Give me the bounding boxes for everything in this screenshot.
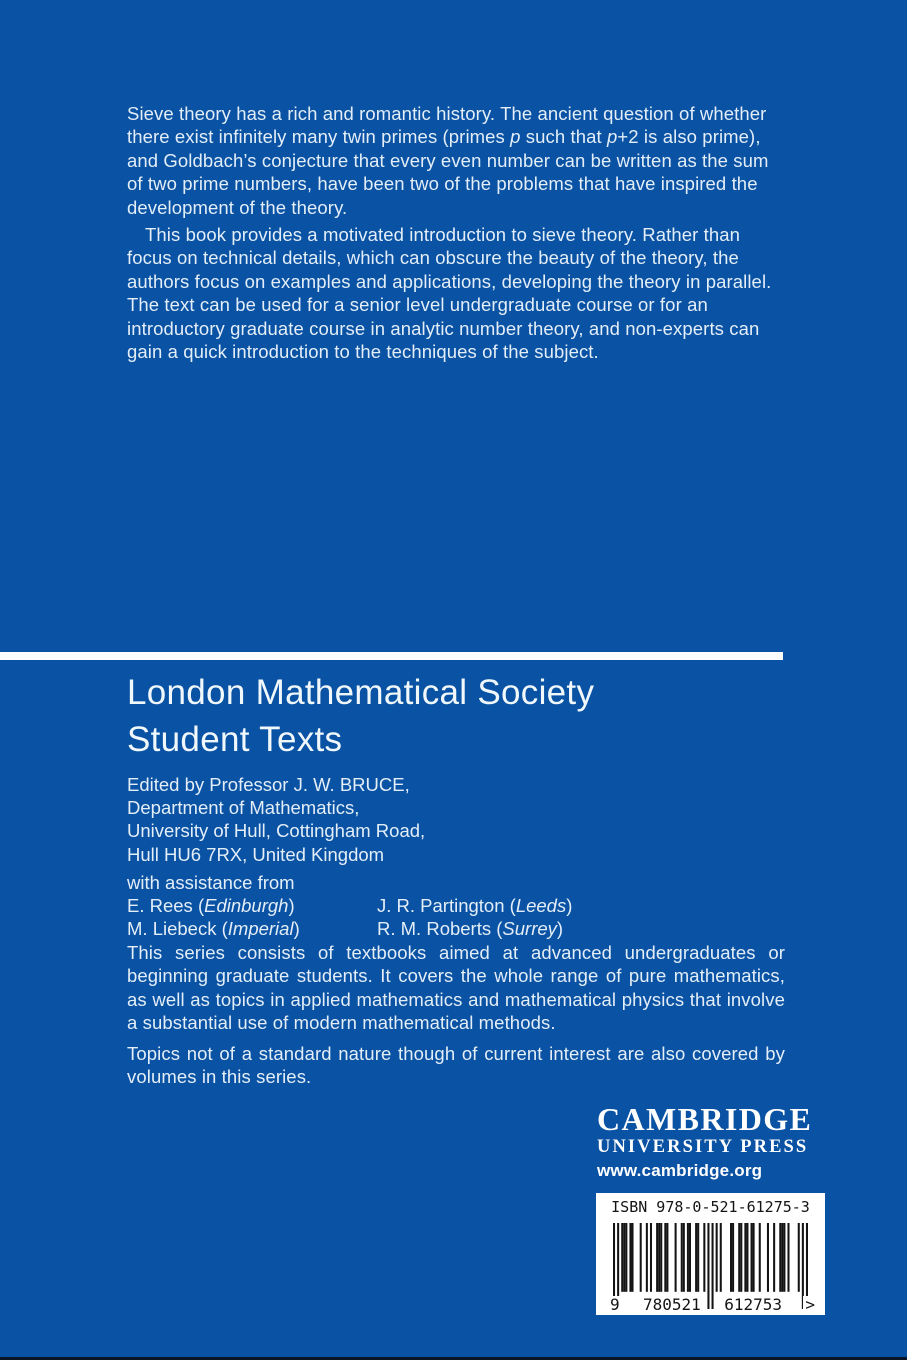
publisher-website: www.cambridge.org bbox=[597, 1161, 763, 1180]
barcode-arrow: > bbox=[805, 1295, 815, 1314]
series-description-section bbox=[127, 941, 785, 1088]
series-title-line-1: London Mathematical Society bbox=[127, 673, 595, 712]
assistant-name-rees: E. Rees (Edinburgh) bbox=[127, 895, 295, 916]
barcode-digit-group-2: 780521 bbox=[643, 1295, 701, 1314]
assistance-grid bbox=[127, 894, 727, 940]
editor-address-block bbox=[127, 773, 425, 866]
assistance-intro: with assistance from bbox=[127, 872, 295, 893]
editor-line-2: Department of Mathematics, bbox=[127, 797, 360, 819]
assistant-name-roberts: R. M. Roberts (Surrey) bbox=[377, 918, 564, 940]
series-description-paragraph-1: This series consists of textbooks aimed at advanced undergraduates or beginning graduate students. It covers the whole range of pure mathematics, as well as topics in applied mathematics and mathematical physics that involve a substantial use of modern mathematical methods. bbox=[127, 942, 785, 1034]
section-divider-rule bbox=[0, 652, 783, 660]
blurb-section bbox=[127, 102, 785, 363]
barcode-digit-group-3: 612753 bbox=[724, 1295, 782, 1314]
isbn-label: ISBN 978-0-521-61275-3 bbox=[611, 1198, 810, 1216]
barcode-panel bbox=[596, 1193, 825, 1315]
blurb-paragraph-2: This book provides a motivated introduction to sieve theory. Rather than focus on technical details, which can obscure the beauty of the theory, the authors focus on examples and applications, developing the theory in parallel. The text can be used for a senior level undergraduate course or for an introductory graduate course in analytic number theory, and non-experts can gain a quick introduction to the techniques of the subject. bbox=[127, 224, 772, 363]
editor-line-3: University of Hull, Cottingham Road, bbox=[127, 820, 426, 842]
publisher-name: CAMBRIDGE bbox=[597, 1101, 813, 1137]
assistant-name-liebeck: M. Liebeck (Imperial) bbox=[127, 918, 300, 940]
editor-line-1: Edited by Professor J. W. BRUCE, bbox=[127, 774, 410, 795]
publisher-subname: UNIVERSITY PRESS bbox=[597, 1137, 809, 1157]
series-title-line-2: Student Texts bbox=[127, 720, 343, 759]
barcode-digit-group-1: 9 bbox=[610, 1295, 620, 1314]
publisher-logo bbox=[597, 1103, 812, 1180]
series-description-paragraph-2: Topics not of a standard nature though of current interest are also covered by volumes in this series. bbox=[127, 1042, 785, 1088]
series-title bbox=[127, 669, 594, 763]
blurb-paragraph-1: Sieve theory has a rich and romantic history. The ancient question of whether there exist infinitely many twin primes (primes p such that p+2 is also prime), and Goldbach’s conjecture that every even number can be written as the sum of two prime numbers, have been two of the problems that have inspired the development of the theory. bbox=[127, 103, 769, 218]
assistant-name-partington: J. R. Partington (Leeds) bbox=[377, 895, 573, 916]
barcode-digits bbox=[608, 1296, 817, 1313]
editor-line-4: Hull HU6 7RX, United Kingdom bbox=[127, 843, 385, 865]
